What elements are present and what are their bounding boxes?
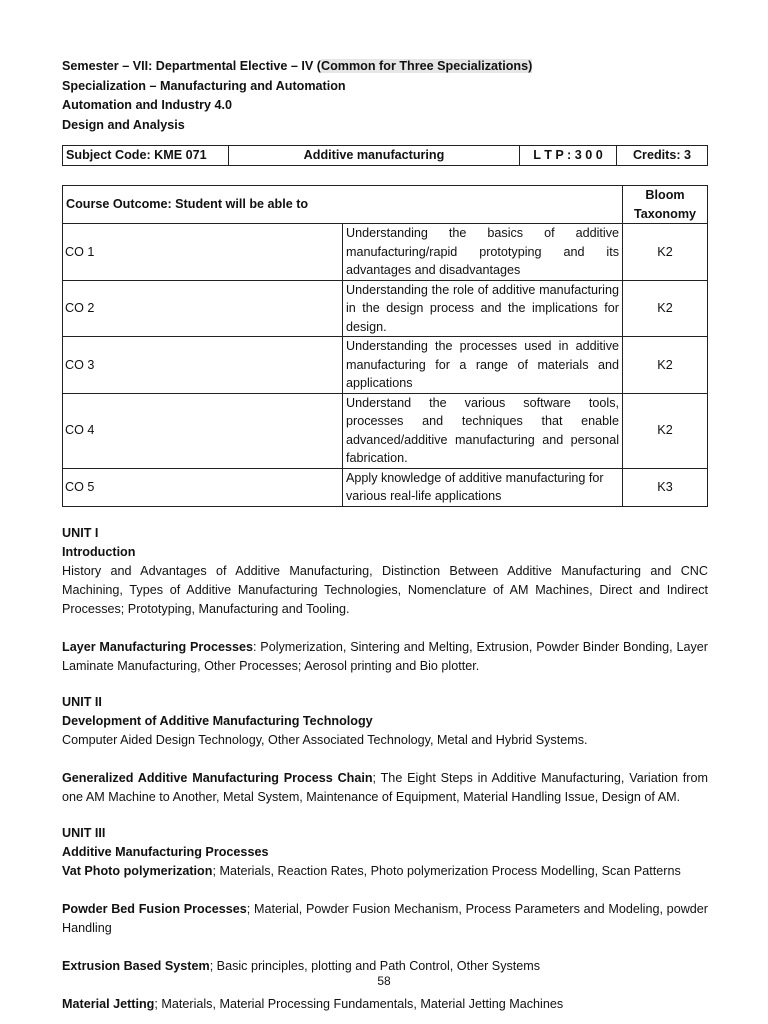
process-chain-text: ; The Eight Steps in Additive Manufacturing, Variation from one AM Machine to Another, Metal System, Maintenance of Equipment, Material Handling Issue, Design of AM. bbox=[62, 770, 708, 804]
co-code: CO 3 bbox=[63, 337, 343, 394]
jetting-paragraph bbox=[62, 995, 708, 1014]
powder-label: Powder Bed Fusion Processes bbox=[62, 901, 247, 916]
vat-paragraph bbox=[62, 862, 708, 881]
syllabus-page bbox=[62, 57, 708, 1014]
co-text: Understanding the basics of additive manufacturing/rapid prototyping and its advantages and disadvantages bbox=[343, 224, 623, 281]
co-text: Understanding the processes used in additive manufacturing for a range of materials and applications bbox=[343, 337, 623, 394]
extrusion-text: ; Basic principles, plotting and Path Control, Other Systems bbox=[209, 958, 541, 973]
course-outcome-header: Course Outcome: Student will be able to bbox=[63, 186, 623, 224]
unit-2-title: Development of Additive Manufacturing Technology bbox=[62, 713, 373, 728]
co-code: CO 5 bbox=[63, 468, 343, 506]
table-row bbox=[63, 468, 708, 506]
co-bloom: K2 bbox=[623, 337, 708, 394]
unit-1-label: UNIT I bbox=[62, 525, 99, 540]
specialization-design: Design and Analysis bbox=[62, 117, 185, 132]
jetting-label: Material Jetting bbox=[62, 996, 155, 1011]
subject-ltp: L T P : 3 0 0 bbox=[520, 146, 617, 166]
subject-name: Additive manufacturing bbox=[229, 146, 520, 166]
semester-line bbox=[62, 57, 708, 77]
co-text: Understand the various software tools, processes and techniques that enable advanced/additive manufacturing and personal fabrication. bbox=[343, 393, 623, 468]
unit-3-label: UNIT III bbox=[62, 825, 106, 840]
co-bloom: K2 bbox=[623, 280, 708, 337]
powder-text: ; Material, Powder Fusion Mechanism, Process Parameters and Modeling, powder Handling bbox=[62, 901, 708, 935]
unit-3-title: Additive Manufacturing Processes bbox=[62, 844, 269, 859]
semester-highlight: Common for Three Specializations) bbox=[320, 59, 533, 73]
unit-2-intro: Computer Aided Design Technology, Other Associated Technology, Metal and Hybrid Systems. bbox=[62, 732, 588, 747]
course-outcome-header-row bbox=[63, 186, 708, 224]
subject-table bbox=[62, 145, 708, 166]
co-code: CO 4 bbox=[63, 393, 343, 468]
semester-text: Semester – VII: Departmental Elective – IV ( bbox=[62, 59, 321, 73]
subject-credits: Credits: 3 bbox=[617, 146, 708, 166]
layer-processes-text: : Polymerization, Sintering and Melting, Extrusion, Powder Binder Bonding, Layer Laminate Manufacturing, Other Processes; Aerosol printing and Bio plotter. bbox=[62, 639, 708, 673]
specialization-automation: Automation and Industry 4.0 bbox=[62, 98, 233, 112]
co-text: Apply knowledge of additive manufacturing for various real-life applications bbox=[343, 468, 623, 506]
unit-1-section bbox=[62, 524, 708, 676]
powder-paragraph bbox=[62, 900, 708, 938]
co-code: CO 1 bbox=[63, 224, 343, 281]
bloom-header: Bloom Taxonomy bbox=[623, 186, 708, 224]
table-row bbox=[63, 393, 708, 468]
unit-1-intro: History and Advantages of Additive Manufacturing, Distinction Between Additive Manufacturing and CNC Machining, Types of Additive Manufacturing Technologies, Nomenclature of AM Machines, Direct and Indirect Processes; Prototyping, Manufacturing and Tooling. bbox=[62, 563, 708, 616]
unit-2-chain-paragraph bbox=[62, 769, 708, 807]
extrusion-label: Extrusion Based System bbox=[62, 958, 210, 973]
table-row bbox=[63, 337, 708, 394]
table-row bbox=[63, 280, 708, 337]
subject-code: Subject Code: KME 071 bbox=[63, 146, 229, 166]
unit-1-title: Introduction bbox=[62, 544, 136, 559]
table-row bbox=[63, 224, 708, 281]
page-number: 58 bbox=[377, 974, 391, 988]
unit-2-label: UNIT II bbox=[62, 694, 102, 709]
co-bloom: K3 bbox=[623, 468, 708, 506]
vat-text: ; Materials, Reaction Rates, Photo polymerization Process Modelling, Scan Patterns bbox=[212, 863, 681, 878]
specialization-line: Specialization – Manufacturing and Automation bbox=[62, 78, 346, 93]
co-code: CO 2 bbox=[63, 280, 343, 337]
process-chain-label: Generalized Additive Manufacturing Process Chain bbox=[62, 770, 373, 785]
unit-2-section bbox=[62, 693, 708, 807]
co-text: Understanding the role of additive manufacturing in the design process and the implications for design. bbox=[343, 280, 623, 337]
course-outcome-table bbox=[62, 185, 708, 507]
jetting-text: ; Materials, Material Processing Fundamentals, Material Jetting Machines bbox=[154, 996, 564, 1011]
co-bloom: K2 bbox=[623, 224, 708, 281]
co-bloom: K2 bbox=[623, 393, 708, 468]
layer-processes-label: Layer Manufacturing Processes bbox=[62, 639, 253, 654]
vat-label: Vat Photo polymerization bbox=[62, 863, 213, 878]
unit-1-layer-paragraph bbox=[62, 638, 708, 676]
